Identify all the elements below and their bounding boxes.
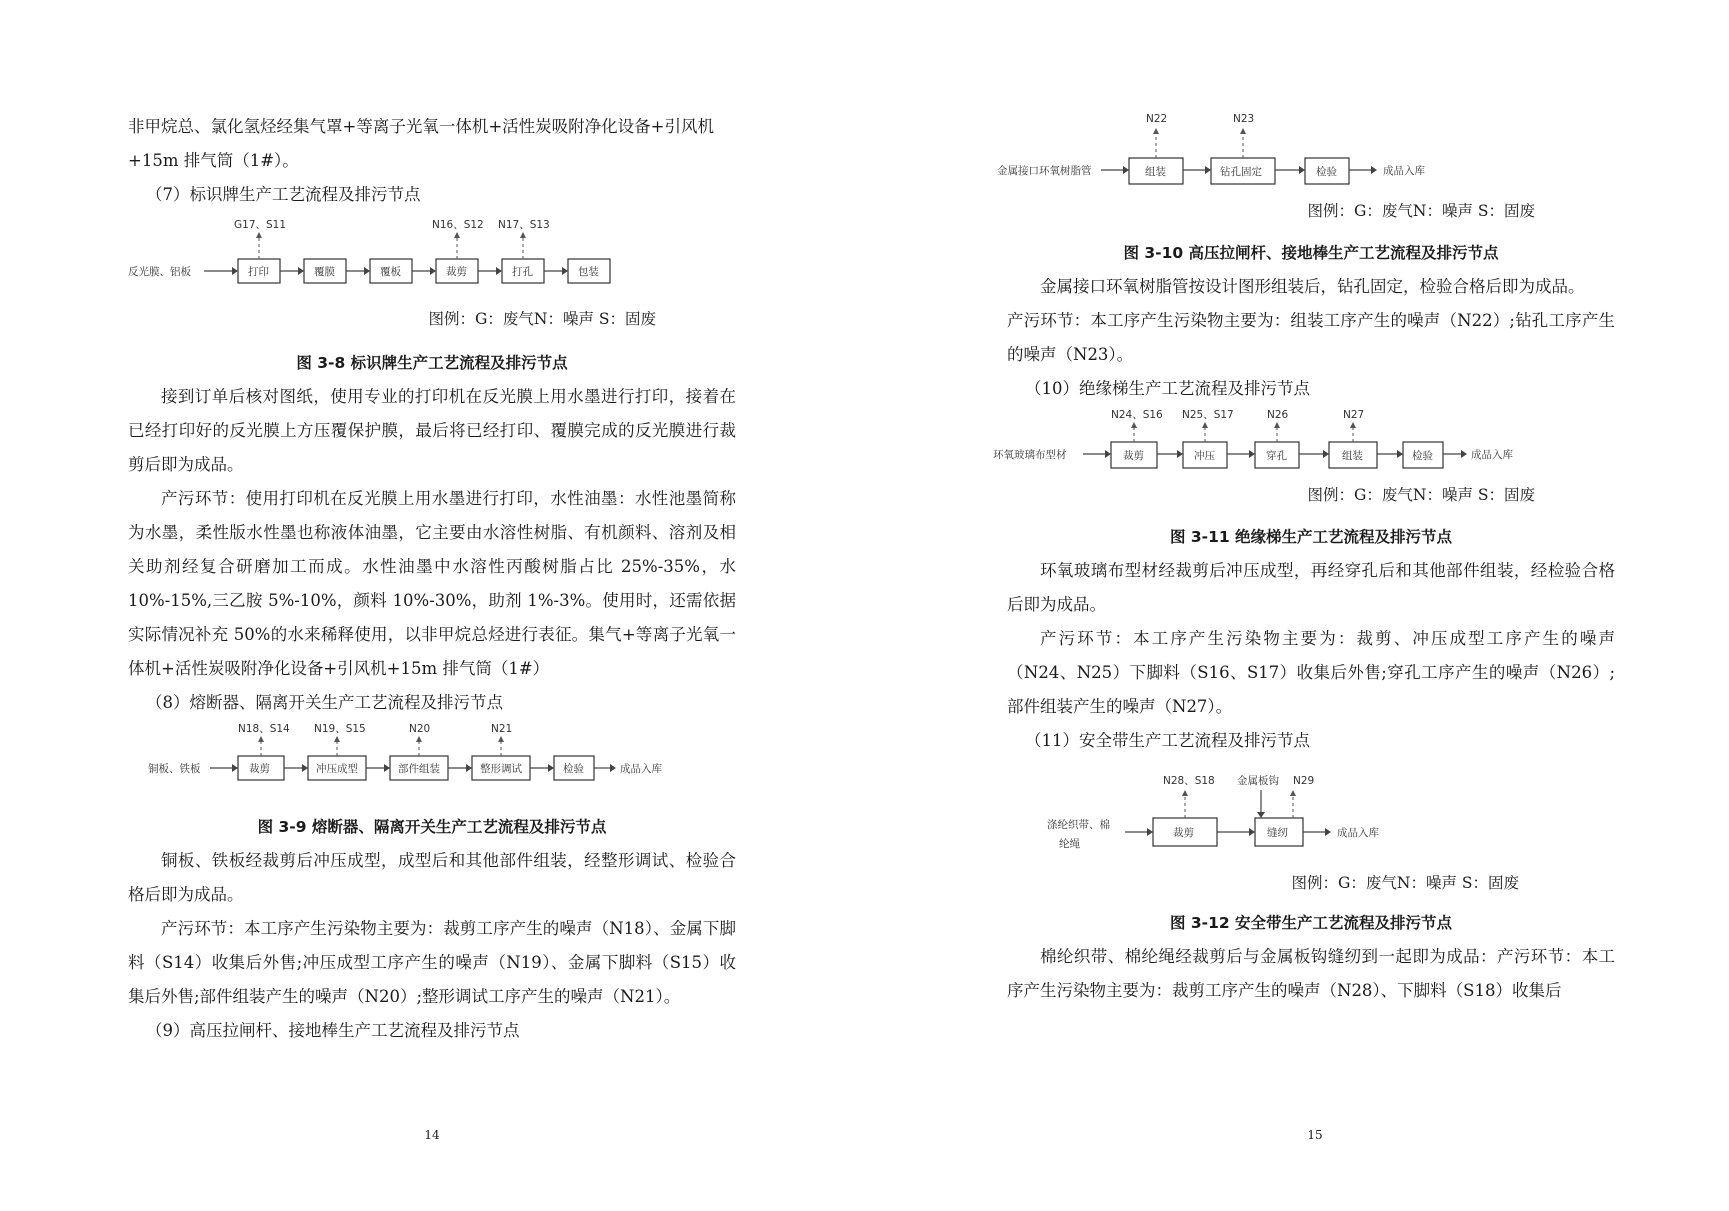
fig312-arrowhead	[1325, 828, 1331, 836]
fig311-marker-4: N27	[1343, 409, 1365, 421]
fig312-input-line1: 涤纶织带、棉	[1047, 819, 1110, 831]
fig311-emission-arrowhead	[1131, 422, 1137, 428]
figure-3-12-flowchart	[1007, 758, 1615, 868]
fig310-step-3: 检验	[1316, 166, 1337, 178]
fig311-input: 环氧玻璃布型材	[993, 449, 1067, 461]
heading-10: （10）绝缘梯生产工艺流程及排污节点	[1025, 379, 1310, 398]
fig312-side-input: 金属板钩	[1237, 775, 1279, 787]
fig311-emission-arrowhead	[1350, 422, 1356, 428]
fig310-marker-2: N23	[1233, 113, 1255, 125]
fig312-arrowhead	[1249, 828, 1255, 836]
right-column	[993, 108, 1615, 1008]
para-fig311-b: 产污环节：本工序产生污染物主要为：裁剪、冲压成型工序产生的噪声（N24、N25）下脚料（S16、S17）收集后外售;穿孔工序产生的噪声（N26）;部件组装产生的噪声（N27）。	[1007, 629, 1615, 716]
legend-fig310: 图例：G：废气N：噪声 S：固废	[1307, 202, 1535, 220]
fig38-step-5: 打孔	[512, 266, 533, 278]
left-page	[0, 0, 864, 1211]
fig39-arrowhead	[302, 764, 308, 772]
fig39-step-5: 检验	[563, 763, 584, 775]
fig39-marker-1: N18、S14	[238, 723, 290, 735]
fig38-arrowhead	[364, 267, 370, 275]
fig39-emission-arrowhead	[258, 736, 264, 742]
fig311-marker-1: N24、S16	[1111, 409, 1163, 421]
fig39-emission-arrowhead	[334, 736, 340, 742]
fig311-arrowhead	[1249, 450, 1255, 458]
heading-8: （8）熔断器、隔离开关生产工艺流程及排污节点	[146, 693, 503, 712]
para-fig38-b: 产污环节：使用打印机在反光膜上用水墨进行打印，水性油墨：水性池墨简称为水墨，柔性版水性墨也称液体油墨，它主要由水溶性树脂、有机颜料、溶剂及相关助剂经复合研磨加工而成。水性油墨中水溶性丙酸树脂占比 25%-35%，水 10%-15%,三乙胺 5%-10%，颜料 10%-30%，助剂 1%-3%。使用时，还需依据实际情况补充 50%的水来稀释使用，以非甲烷总烃进行表征。集气+等离子光氧一体机+活性炭吸附净化设备+引风机+15m 排气筒（1#）	[128, 489, 736, 678]
fig39-emission-arrowhead	[498, 736, 504, 742]
para-fig39-b: 产污环节：本工序产生污染物主要为：裁剪工序产生的噪声（N18）、金属下脚料（S14）收集后外售;冲压成型工序产生的噪声（N19）、金属下脚料（S15）收集后外售;部件组装产生的噪声（N20）;整形调试工序产生的噪声（N21）。	[128, 919, 736, 1006]
fig311-step-3: 穿孔	[1266, 450, 1287, 462]
fig310-step-1: 组装	[1145, 166, 1166, 178]
fig310-marker-1: N22	[1146, 113, 1168, 125]
caption-fig310: 图 3-10 高压拉闸杆、接地棒生产工艺流程及排污节点	[1123, 244, 1499, 262]
intro-line-1: 非甲烷总、氯化氢烃经集气罩+等离子光氧一体机+活性炭吸附净化设备+引风机	[128, 117, 714, 136]
heading-11: （11）安全带生产工艺流程及排污节点	[1025, 731, 1310, 750]
page-number-left: 14	[424, 1128, 440, 1142]
fig311-output: 成品入库	[1471, 449, 1513, 461]
fig311-step-4: 组装	[1342, 450, 1363, 462]
fig310-arrowhead	[1123, 166, 1129, 174]
fig312-step-2: 缝纫	[1267, 827, 1288, 839]
fig312-step-1: 裁剪	[1173, 827, 1194, 839]
fig38-emission-arrowhead	[256, 232, 262, 238]
fig311-marker-2: N25、S17	[1182, 409, 1234, 421]
heading-9: （9）高压拉闸杆、接地棒生产工艺流程及排污节点	[146, 1021, 520, 1040]
para-fig312: 棉纶织带、棉纶绳经裁剪后与金属板钩缝纫到一起即为成品：产污环节：本工序产生污染物主要为：裁剪工序产生的噪声（N28）、下脚料（S18）收集后	[1007, 947, 1615, 1000]
fig312-input-line2: 纶绳	[1059, 838, 1080, 850]
fig38-step-6: 包装	[578, 266, 599, 278]
fig38-marker-3: N17、S13	[498, 219, 550, 231]
figure-3-9-flowchart	[128, 720, 736, 796]
para-fig310-b: 产污环节：本工序产生污染物主要为：组装工序产生的噪声（N22）;钻孔工序产生的噪声（N23）。	[1007, 311, 1615, 364]
fig38-arrowhead	[430, 267, 436, 275]
fig310-output: 成品入库	[1383, 165, 1425, 177]
fig310-input: 金属接口环氧树脂管	[997, 165, 1092, 177]
fig39-emission-arrowhead	[416, 736, 422, 742]
fig311-marker-3: N26	[1267, 409, 1289, 421]
fig39-output: 成品入库	[620, 763, 662, 775]
fig311-emission-arrowhead	[1202, 422, 1208, 428]
legend-fig311: 图例：G：废气N：噪声 S：固废	[1307, 486, 1535, 504]
fig39-arrowhead	[384, 764, 390, 772]
para-fig310-a: 金属接口环氧树脂管按设计图形组装后，钻孔固定，检验合格后即为成品。	[1040, 277, 1585, 296]
caption-fig311: 图 3-11 绝缘梯生产工艺流程及排污节点	[1169, 528, 1453, 546]
fig311-step-1: 裁剪	[1123, 450, 1144, 462]
fig39-step-4: 整形调试	[480, 763, 522, 775]
fig38-arrowhead	[496, 267, 502, 275]
fig38-marker-1: G17、S11	[234, 219, 287, 231]
fig312-output: 成品入库	[1337, 827, 1379, 839]
fig310-emission-arrowhead	[1153, 128, 1159, 134]
fig310-arrowhead	[1299, 166, 1305, 174]
fig39-step-3: 部件组装	[398, 763, 440, 775]
fig39-input: 铜板、铁板	[148, 763, 201, 775]
fig38-step-1: 打印	[248, 266, 269, 278]
fig39-arrowhead	[548, 764, 554, 772]
fig39-marker-3: N20	[409, 723, 431, 735]
fig38-emission-arrowhead	[454, 232, 460, 238]
para-fig39-a: 铜板、铁板经裁剪后冲压成型，成型后和其他部件组装，经整形调试、检验合格后即为成品。	[128, 851, 736, 904]
intro-line-2: +15m 排气筒（1#）。	[128, 151, 299, 170]
legend-fig38: 图例：G：废气N：噪声 S：固废	[428, 310, 656, 328]
fig311-arrowhead	[1397, 450, 1403, 458]
caption-fig39: 图 3-9 熔断器、隔离开关生产工艺流程及排污节点	[257, 818, 607, 836]
fig310-arrowhead	[1205, 166, 1211, 174]
fig311-arrowhead	[1323, 450, 1329, 458]
fig38-step-3: 覆板	[380, 266, 401, 278]
fig39-arrowhead	[610, 764, 616, 772]
fig38-arrowhead	[562, 267, 568, 275]
figure-3-10-flowchart	[997, 108, 1615, 194]
fig312-side-input-arrowhead	[1257, 812, 1265, 818]
fig38-emission-arrowhead	[520, 232, 526, 238]
fig312-emission-arrowhead	[1290, 790, 1296, 796]
fig39-marker-2: N19、S15	[314, 723, 366, 735]
fig310-arrowhead	[1371, 166, 1377, 174]
fig38-step-2: 覆膜	[314, 266, 335, 278]
fig311-arrowhead	[1461, 450, 1467, 458]
page-number-right: 15	[1307, 1128, 1323, 1142]
fig311-arrowhead	[1177, 450, 1183, 458]
fig310-step-2: 钻孔固定	[1220, 166, 1262, 178]
fig310-emission-arrowhead	[1240, 128, 1246, 134]
para-fig38-a: 接到订单后核对图纸，使用专业的打印机在反光膜上用水墨进行打印，接着在已经打印好的反光膜上方压覆保护膜，最后将已经打印、覆膜完成的反光膜进行裁剪后即为成品。	[128, 387, 736, 474]
fig311-step-5: 检验	[1412, 450, 1433, 462]
fig38-input: 反光膜、铝板	[128, 266, 191, 278]
fig311-arrowhead	[1105, 450, 1111, 458]
heading-7: （7）标识牌生产工艺流程及排污节点	[146, 185, 421, 204]
fig311-emission-arrowhead	[1274, 422, 1280, 428]
caption-fig312: 图 3-12 安全带生产工艺流程及排污节点	[1169, 914, 1453, 932]
fig312-emission-arrowhead	[1182, 790, 1188, 796]
fig39-step-1: 裁剪	[249, 763, 270, 775]
caption-fig38: 图 3-8 标识牌生产工艺流程及排污节点	[296, 354, 568, 372]
figure-3-8-flowchart	[128, 212, 736, 300]
fig39-arrowhead	[232, 764, 238, 772]
fig38-step-4: 裁剪	[446, 266, 467, 278]
fig39-arrowhead	[466, 764, 472, 772]
fig312-marker-2: N29	[1293, 775, 1315, 787]
fig38-marker-2: N16、S12	[432, 219, 484, 231]
fig38-arrowhead	[298, 267, 304, 275]
legend-fig312: 图例：G：废气N：噪声 S：固废	[1291, 874, 1519, 892]
fig38-arrowhead	[232, 267, 238, 275]
fig39-step-2: 冲压成型	[316, 763, 358, 775]
right-page	[865, 0, 1729, 1211]
left-column	[128, 110, 736, 1048]
figure-3-11-flowchart	[993, 406, 1615, 480]
fig312-arrowhead	[1147, 828, 1153, 836]
fig39-marker-4: N21	[491, 723, 513, 735]
fig311-step-2: 冲压	[1194, 450, 1215, 462]
fig312-marker-1: N28、S18	[1163, 775, 1215, 787]
para-fig311-a: 环氧玻璃布型材经裁剪后冲压成型，再经穿孔后和其他部件组装，经检验合格后即为成品。	[1007, 561, 1615, 614]
